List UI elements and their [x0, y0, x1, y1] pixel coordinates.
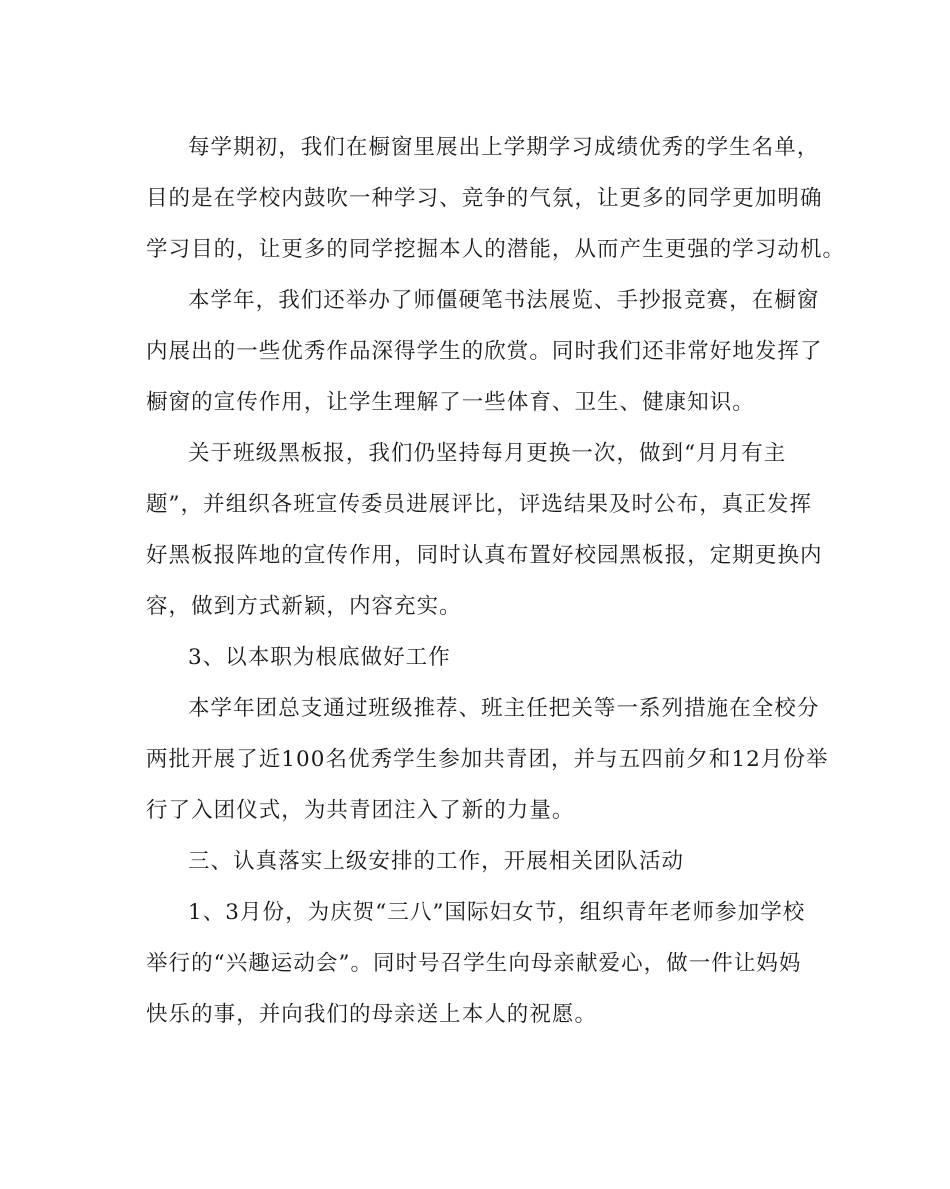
paragraph-line: 容，做到方式新颖，内容充实。 [146, 594, 462, 619]
paragraph-line: 行了入团仪式，为共青团注入了新的力量。 [146, 798, 575, 823]
paragraph-line: 快乐的事，并向我们的母亲送上本人的祝愿。 [146, 1002, 598, 1027]
paragraph-line: 关于班级黑板报，我们仍坚持每月更换一次，做到“月月有主 [188, 441, 787, 466]
paragraph-line: 目的是在学校内鼓吹一种学习、竞争的气氛，让更多的同学更加明确 [146, 186, 823, 211]
paragraph-line: 两批开展了近100名优秀学生参加共青团，并与五四前夕和12月份举 [146, 747, 829, 772]
section-heading: 3、以本职为根底做好工作 [188, 645, 451, 670]
paragraph-line: 学习目的，让更多的同学挖掘本人的潜能，从而产生更强的学习动机。 [146, 237, 846, 262]
section-heading: 三、认真落实上级安排的工作，开展相关团队活动 [188, 849, 685, 874]
paragraph-line: 1、3月份，为庆贺“三八”国际妇女节，组织青年老师参加学校 [188, 900, 806, 925]
paragraph-line: 内展出的一些优秀作品深得学生的欣赏。同时我们还非常好地发挥了 [146, 339, 823, 364]
paragraph-line: 题”，并组织各班宣传委员进展评比，评选结果及时公布，真正发挥 [146, 492, 812, 517]
paragraph-line: 本学年团总支通过班级推荐、班主任把关等一系列措施在全校分 [188, 696, 820, 721]
paragraph-line: 本学年，我们还举办了师僵硬笔书法展览、手抄报竞赛，在橱窗 [188, 288, 820, 313]
paragraph-line: 举行的“兴趣运动会”。同时号召学生向母亲献爱心，做一件让妈妈 [146, 951, 802, 976]
paragraph-line: 好黑板报阵地的宣传作用，同时认真布置好校园黑板报，定期更换内 [146, 543, 823, 568]
paragraph-line: 每学期初，我们在橱窗里展出上学期学习成绩优秀的学生名单， [188, 135, 820, 160]
paragraph-line: 橱窗的宣传作用，让学生理解了一些体育、卫生、健康知识。 [146, 390, 755, 415]
